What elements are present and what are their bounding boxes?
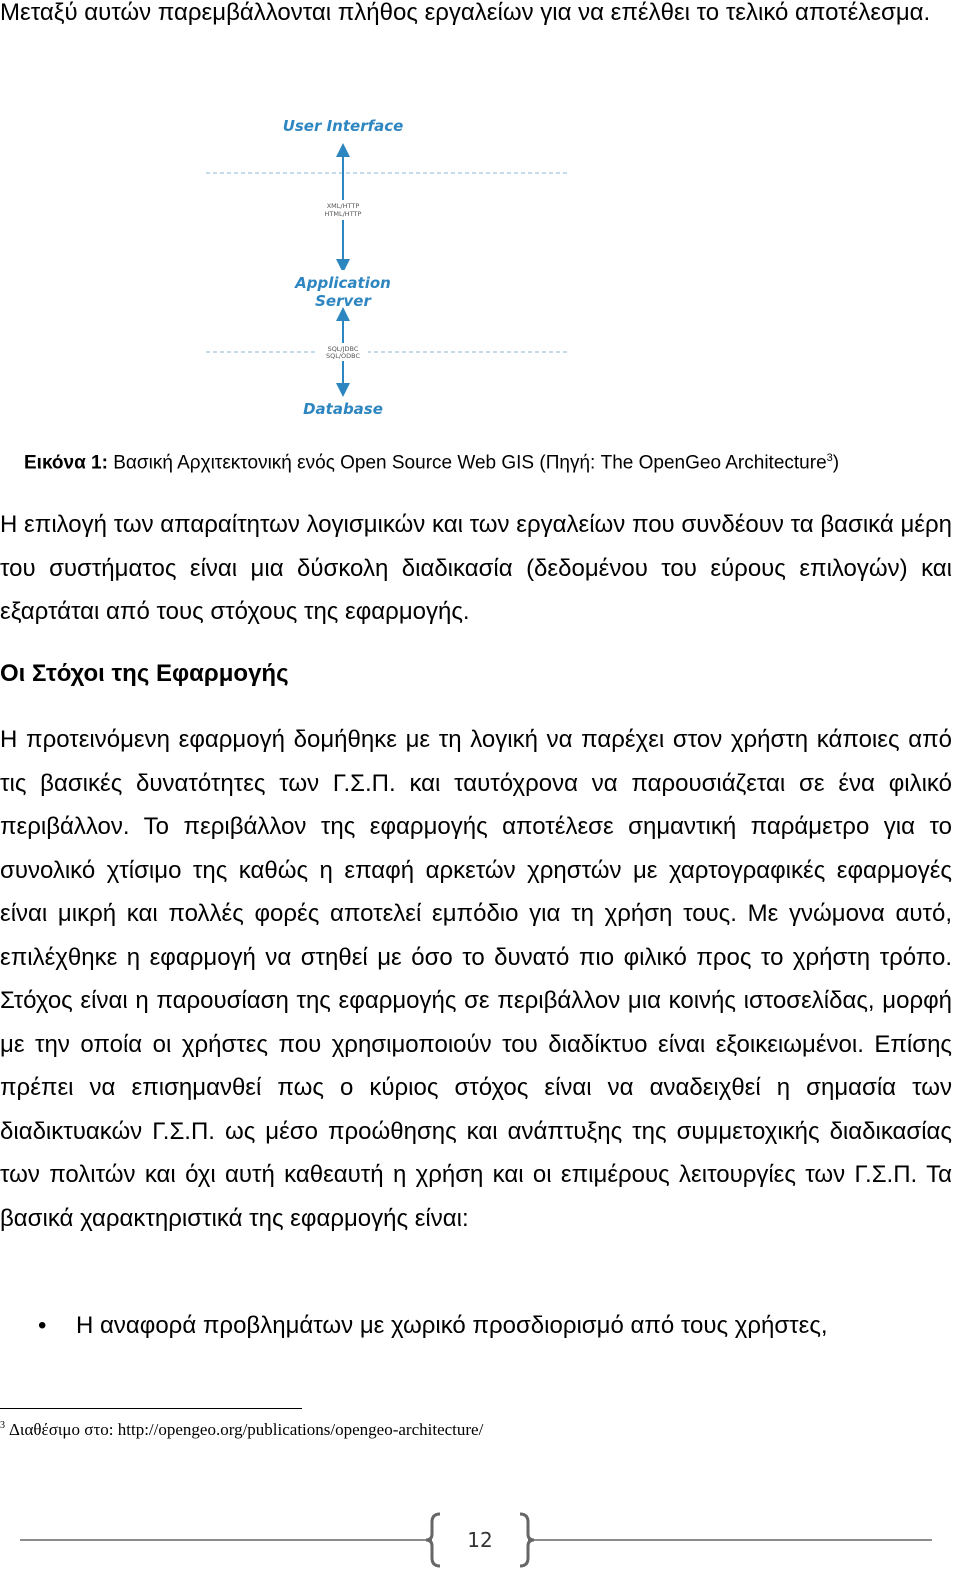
protocol-label-html-http: HTML/HTTP <box>324 210 362 218</box>
caption-suffix: ) <box>832 452 840 474</box>
footnote <box>0 1420 483 1440</box>
intro-paragraph: Μεταξύ αυτών παρεμβάλλονται πλήθος εργαλείων για να επέλθει το τελικό αποτέλεσμα. <box>0 0 931 26</box>
footnote-number: 3 <box>0 1420 5 1431</box>
caption-reference: 3 <box>826 452 833 464</box>
architecture-diagram <box>190 100 580 430</box>
diagram-label-database: Database <box>303 400 383 418</box>
protocol-label-sql-odbc: SQL/ODBC <box>325 352 361 360</box>
protocol-label-sql-jdbc: SQL/JDBC <box>327 345 359 353</box>
left-brace-icon <box>426 1514 440 1566</box>
list-item <box>38 1312 828 1340</box>
list-item-text: Η αναφορά προβλημάτων με χωρικό προσδιορισμό από τους χρήστες, <box>76 1312 828 1339</box>
page-number: 12 <box>467 1528 493 1552</box>
section-heading: Οι Στόχοι της Εφαρμογής <box>0 660 289 687</box>
caption-text: Βασική Αρχιτεκτονική ενός Open Source Web GIS (Πηγή: The OpenGeo Architecture <box>107 452 827 474</box>
right-brace-icon <box>520 1514 534 1566</box>
body-paragraph-1: Η επιλογή των απαραίτητων λογισμικών και των εργαλείων που συνδέουν τα βασικά μέρη του συστήματος είναι μια δύσκολη διαδικασία (δεδομένου του εύρους επιλογών) και εξαρτάται από τους στόχους της εφαρμογής. <box>0 511 952 625</box>
body-paragraph-2: Η προτεινόμενη εφαρμογή δομήθηκε με τη λογική να παρέχει στον χρήστη κάποιες από τις βασικές δυνατότητες των Γ.Σ.Π. και ταυτόχρονα να παρουσιάζεται σε ένα φιλικό περιβάλλον. Το περιβάλλον της εφαρμογής αποτέλεσε σημαντική παράμετρο για το συνολικό χτίσιμο της καθώς η επαφή αρκετών χρηστών με χαρτογραφικές εφαρμογές είναι μικρή και πολλές φορές αποτελεί εμπόδιο για τη χρήση τους. Με γνώμονα αυτό, επιλέχθηκε η εφαρμογή να στηθεί με όσο το δυνατό πιο φιλικό προς το χρήστη τρόπο. Στόχος είναι η παρουσίαση της εφαρμογής σε περιβάλλον μια κοινής ιστοσελίδας, μορφή με την οποία οι χρήστες που χρησιμοποιούν του διαδίκτυο είναι εξοικειωμένοι. Επίσης πρέπει να επισημανθεί πως ο κύριος στόχος είναι να αναδειχθεί η σημασία των διαδικτυακών Γ.Σ.Π. ως μέσο προώθησης και ανάπτυξης της συμμετοχικής διαδικασίας των πολιτών και όχι αυτή καθεαυτή η χρήση και οι επιμέρους λειτουργίες των Γ.Σ.Π. Τα βασικά χαρακτηριστικά της εφαρμογής είναι: <box>0 726 952 1232</box>
diagram-label-application: Application <box>295 274 391 292</box>
caption-prefix: Εικόνα 1: <box>24 452 108 474</box>
footnote-text: Διαθέσιμο στο: http://opengeo.org/publications/opengeo-architecture/ <box>9 1420 484 1439</box>
protocol-label-xml-http: XML/HTTP <box>326 202 360 210</box>
diagram-label-server: Server <box>315 292 371 310</box>
bullet-icon: • <box>38 1312 47 1339</box>
diagram-label-user-interface: User Interface <box>282 117 404 135</box>
footnote-divider <box>0 1408 302 1409</box>
figure-caption <box>24 452 839 474</box>
